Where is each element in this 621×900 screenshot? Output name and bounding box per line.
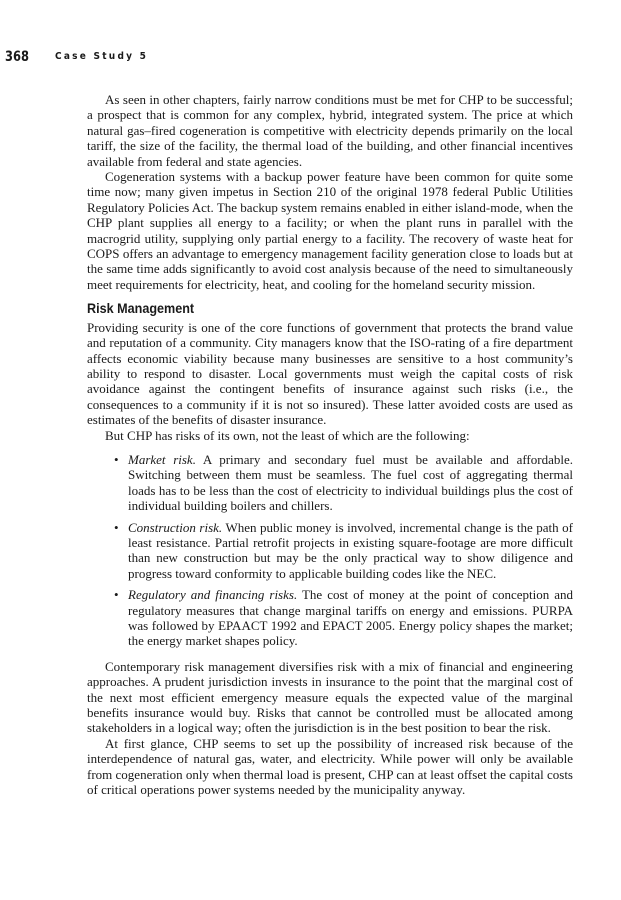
list-item-term: Construction risk. — [128, 519, 223, 535]
risk-list — [87, 452, 573, 649]
body-paragraph: As seen in other chapters, fairly narrow conditions must be met for CHP to be successful; a prospect that is common for any complex, hybrid, integrated system. The price at which natural gas–fired cogeneration is competitive with electricity depends primarily on the local tariff, the size of the facility, the thermal load of the building, and other financial incentives available from federal and state agencies. — [87, 92, 573, 169]
body-paragraph: Contemporary risk management diversifies risk with a mix of financial and engineering approaches. A prudent jurisdiction invests in insurance to the point that the marginal cost of the next most efficient emergency measure equals the expected value of the marginal benefits insurance would buy. Risks that cannot be controlled must be allocated among stakeholders in a logical way; often the jurisdiction is in the best position to bear the risk. — [87, 658, 573, 736]
bullet-icon: • — [114, 519, 119, 535]
list-item-term: Regulatory and financing risks. — [128, 587, 298, 603]
body-paragraph: But CHP has risks of its own, not the least of which are the following: — [105, 427, 470, 443]
page-body — [87, 92, 573, 797]
list-item — [114, 519, 573, 582]
list-item — [114, 451, 573, 514]
body-paragraph: At first glance, CHP seems to set up the possibility of increased risk because of the interdependence of natural gas, water, and electricity. While power will only be available from cogeneration only when thermal load is present, CHP can at least offset the capital costs of critical operations power systems needed by the municipality anyway. — [87, 735, 573, 798]
page-number: 368 — [5, 49, 29, 65]
running-head: Case Study 5 — [55, 51, 149, 62]
list-item-text: The cost of money at the point of conception and regulatory measures that change marginal tariffs on energy and emissions. PURPA was followed by EPAACT 1992 and EPACT 2005. Energy policy shapes the market; the energy market shapes policy. — [128, 587, 573, 649]
list-item — [114, 587, 573, 649]
list-item-text: A primary and secondary fuel must be available and affordable. Switching between them must be seamless. The fuel cost of aggregating thermal loads has to be less than the cost of electricity to individual buildings plus the cost of individual building boilers and chillers. — [128, 451, 573, 514]
body-paragraph: Providing security is one of the core functions of government that protects the brand value and reputation of a community. City managers know that the ISO-rating of a fire department affects economic viability because many businesses are sensitive to a host community’s ability to respond to disaster. Local governments must weigh the capital costs of risk avoidance against the contingent benefits of insurance against such risks (i.e., the consequences to a community if it is not so insured). These latter avoided costs are used as estimates of the benefits of disaster insurance. — [87, 319, 573, 428]
bullet-icon: • — [114, 451, 119, 467]
body-paragraph: Cogeneration systems with a backup power feature have been common for quite some time now; many given impetus in Section 210 of the original 1978 federal Public Utilities Regulatory Policies Act. The backup system remains enabled in either island-mode, when the CHP plant supplies all energy to a facility; or when the plant runs in parallel with the macrogrid utility, supplying only partial energy to a facility. The recovery of waste heat for COPS offers an advantage to emergency management facility generation close to loads but at the same time adds significantly to avoid cost analysis because of the need to simultaneously meet requirements for electricity, heat, and cooling for the homeland security mission. — [87, 169, 573, 292]
list-item-term: Market risk. — [128, 451, 196, 467]
section-heading: Risk Management — [87, 300, 195, 317]
bullet-icon: • — [114, 587, 119, 603]
list-item-text: When public money is involved, incremental change is the path of least resistance. Partial retrofit projects in existing square-footage are more difficult than new construction but may be the only practical way to show diligence and progress toward conformity to applicable building codes like the NEC. — [128, 519, 573, 581]
page-header — [5, 49, 605, 69]
